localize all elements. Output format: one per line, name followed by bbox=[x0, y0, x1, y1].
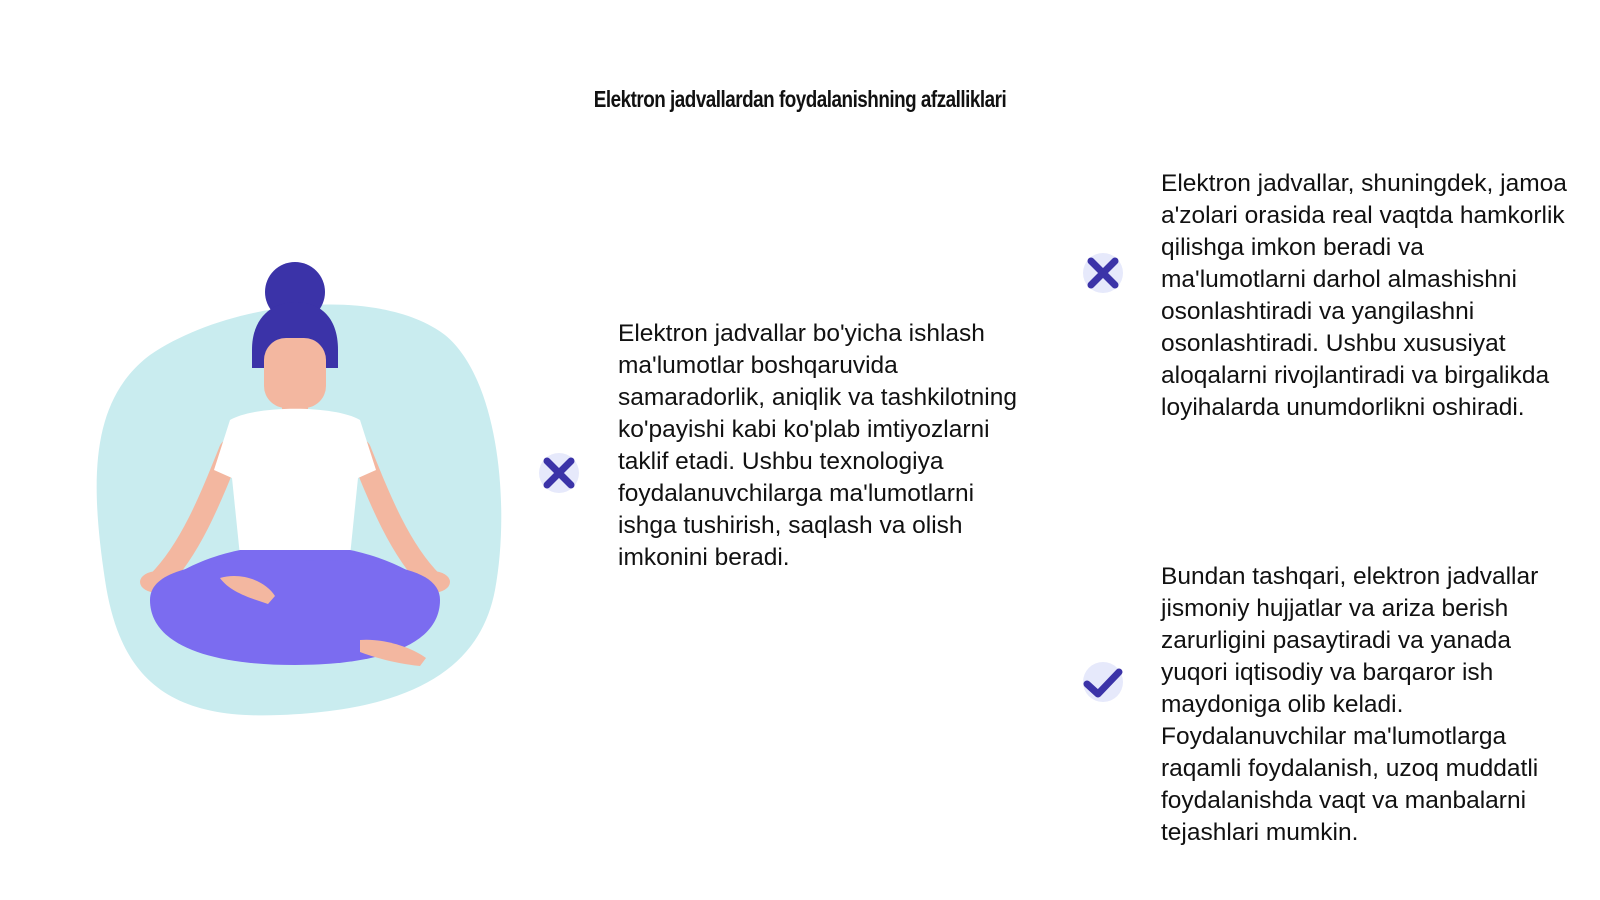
close-icon bbox=[537, 451, 581, 495]
shirt bbox=[214, 409, 376, 556]
point-text-2: Elektron jadvallar, shuningdek, jamoa a'zolari orasida real vaqtda hamkorlik qilishga imkon beradi va ma'lumotlarni darhol almashishni osonlashtiradi va yangilashni osonlashtiradi. Ushbu xususiyat aloqalarni rivojlantiradi va birgalikda loyihalarda unumdorlikni oshiradi. bbox=[1161, 170, 1567, 421]
face bbox=[264, 338, 326, 408]
point-text-3: Bundan tashqari, elektron jadvallar jismoniy hujjatlar va ariza berish zarurligini pasaytiradi va yanada yuqori iqtisodiy va barqaror ish maydoniga olib keladi. Foydalanuvchilar ma'lumotlarga raqamli foydalanish, uzoq muddatli foydalanishda vaqt va manbalarni tejashlari mumkin. bbox=[1161, 563, 1539, 846]
meditating-woman-illustration bbox=[80, 260, 520, 740]
checkmark-icon bbox=[1081, 660, 1125, 704]
slide-title: Elektron jadvallardan foydalanishning afzalliklari bbox=[593, 86, 1007, 112]
point-text-1: Elektron jadvallar bo'yicha ishlash ma'lumotlar boshqaruvida samaradorlik, aniqlik va tashkilotning ko'payishi kabi ko'plab imtiyozlarni taklif etadi. Ushbu texnologiya foydalanuvchilarga ma'lumotlarni ishga tushirish, saqlash va olish imkonini beradi. bbox=[618, 320, 1017, 571]
close-icon bbox=[1081, 251, 1125, 295]
